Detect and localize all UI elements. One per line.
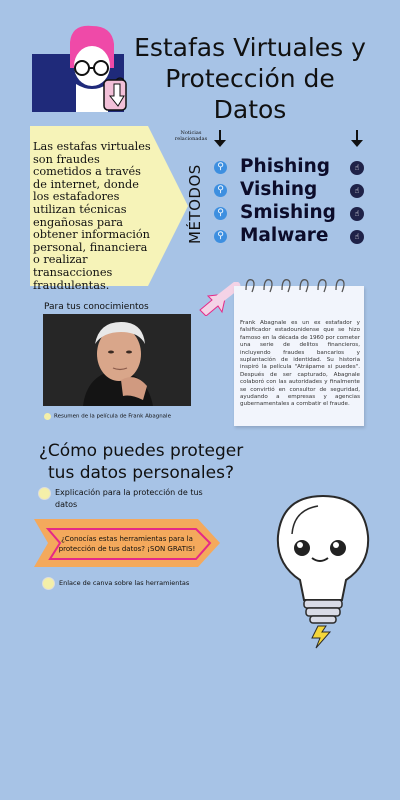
bullet-icon — [42, 577, 55, 590]
notebook-text: Frank Abagnale es un ex estafador y falsificador estadounidense que se hizo famoso en la década de 1960 por cometer una serie de delitos financieros, incluyendo fraudes bancarios y suplantación de identidad. Su historia inspiró la película "Atrápame si puedes". Después de ser capturado, Abagnale colaboró con las autoridades y finalmente se convirtió en consultor de seguridad, ayudando a empresas y agencias gubernamentales a combatir el fraude. — [240, 320, 360, 408]
page-title: Estafas Virtuales y Protección de Datos — [134, 33, 366, 124]
method-name: Smishing — [240, 202, 336, 223]
hand-pointer-icon[interactable]: ☝ — [350, 207, 364, 221]
lightbulb-illustration — [268, 490, 378, 650]
arrow-down-icon — [213, 130, 227, 148]
method-phishing[interactable] — [212, 157, 372, 179]
news-label: Noticias relacionadas — [174, 130, 208, 142]
hand-pointer-icon[interactable]: ☝ — [350, 161, 364, 175]
method-name: Phishing — [240, 156, 331, 177]
tools-banner-text: ¿Conocías estas herramientas para la protección de tus datos? ¡SON GRATIS! — [58, 535, 196, 553]
frank-abagnale-photo — [43, 314, 191, 406]
method-name: Vishing — [240, 179, 318, 200]
link-icon[interactable]: ⚲ — [214, 184, 227, 197]
notebook-rings — [240, 276, 360, 300]
bullet-icon — [38, 487, 51, 500]
protect-title: ¿Cómo puedes proteger tus datos personales? — [38, 441, 244, 483]
methods-label: MÉTODOS — [186, 164, 204, 244]
hand-pointer-icon[interactable]: ☝ — [350, 230, 364, 244]
hand-pointer-icon[interactable]: ☝ — [350, 184, 364, 198]
avatar-illustration — [30, 22, 135, 122]
bullet-icon — [44, 413, 51, 420]
link-icon[interactable]: ⚲ — [214, 207, 227, 220]
arrow-down-icon — [350, 130, 364, 148]
method-name: Malware — [240, 225, 329, 246]
link-icon[interactable]: ⚲ — [214, 230, 227, 243]
method-vishing[interactable] — [212, 180, 372, 202]
method-smishing[interactable] — [212, 203, 372, 225]
method-malware[interactable] — [212, 226, 372, 248]
video-caption[interactable]: Resumen de la película de Frank Abagnale — [44, 406, 171, 425]
knowledge-label: Para tus conocimientos — [44, 302, 149, 312]
intro-text: Las estafas virtuales son fraudes cometidos a través de internet, donde los estafadores utilizan técnicas engañosas para obtener información personal, financiera o realizar transacciones fraudulentas. — [33, 140, 151, 292]
link-icon[interactable]: ⚲ — [214, 161, 227, 174]
